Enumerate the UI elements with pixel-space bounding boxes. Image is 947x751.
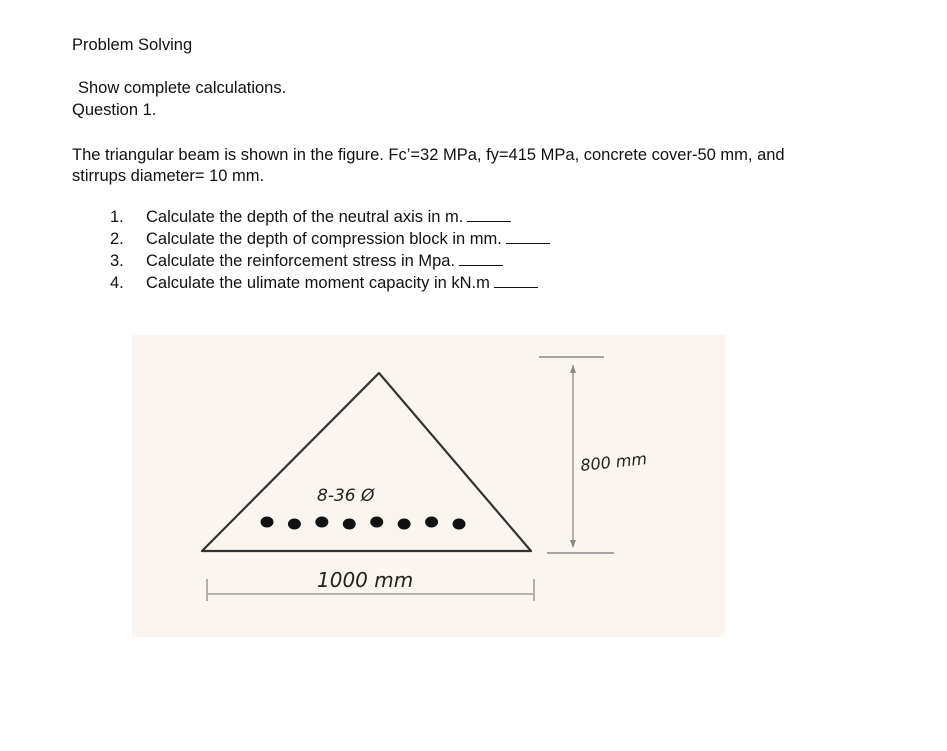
question-number: 4. [110, 274, 124, 292]
answer-blank [459, 253, 503, 266]
problem-statement-line-2: stirrups diameter= 10 mm. [72, 167, 265, 185]
question-number: 3. [110, 252, 124, 270]
rebar-dot [343, 519, 356, 530]
beam-figure [132, 335, 725, 637]
height-label: 800 mm [579, 449, 648, 475]
answer-blank [506, 231, 550, 244]
rebar-group [261, 517, 466, 530]
problem-statement-line-1: The triangular beam is shown in the figure. Fc’=32 MPa, fy=415 MPa, concrete cover-50 mm, and [72, 146, 785, 164]
rebar-dot [261, 517, 274, 528]
arrow-up-icon [570, 365, 576, 373]
answer-blank [467, 209, 511, 222]
question-text: Calculate the reinforcement stress in Mpa. [146, 252, 456, 270]
rebar-dot [425, 517, 438, 528]
rebar-dot [288, 519, 301, 530]
section-title: Problem Solving [72, 36, 193, 54]
question-number: 2. [110, 230, 124, 248]
question-text: Calculate the ulimate moment capacity in kN.m [146, 274, 490, 292]
question-item [100, 272, 550, 294]
arrow-down-icon [570, 540, 576, 548]
rebar-label: 8-36 Ø [317, 486, 375, 506]
instruction-text: Show complete calculations. [78, 79, 287, 97]
width-label: 1000 mm [317, 568, 414, 592]
question-text: Calculate the depth of the neutral axis in m. [146, 208, 464, 226]
question-item [100, 250, 550, 272]
triangle-section [202, 373, 531, 551]
rebar-dot [453, 519, 466, 530]
rebar-dot [315, 517, 328, 528]
question-list [100, 206, 550, 294]
question-text: Calculate the depth of compression block in mm. [146, 230, 502, 248]
answer-blank [494, 275, 538, 288]
rebar-dot [370, 517, 383, 528]
question-label: Question 1. [72, 101, 157, 119]
beam-diagram [132, 335, 725, 637]
rebar-dot [398, 519, 411, 530]
question-item [100, 228, 550, 250]
question-number: 1. [110, 208, 124, 226]
question-item [100, 206, 550, 228]
